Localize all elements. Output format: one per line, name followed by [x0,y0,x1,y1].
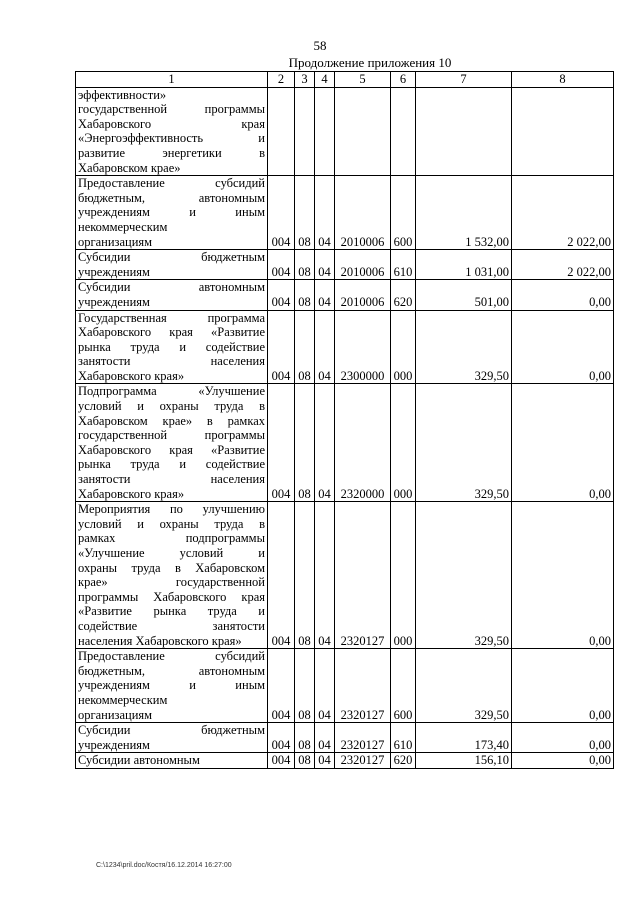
expense-type-cell: 610 [391,250,416,280]
row-name-line: Субсидии автономным [78,280,265,295]
row-name-line: Подпрограмма «Улучшение [78,384,265,399]
section-code-cell: 08 [295,280,315,310]
row-name-cell [76,280,268,310]
table-body [76,87,614,768]
amount-col7-cell: 173,40 [416,723,512,753]
row-name-cell [76,310,268,384]
row-name-line: «Энергоэффективность и [78,131,265,146]
subsection-code-cell: 04 [315,310,335,384]
row-name-line: занятости населения [78,472,265,487]
amount-col7-cell: 156,10 [416,753,512,769]
ministry-code-cell [268,87,295,176]
row-name-line: Хабаровском крае» [78,160,181,175]
amount-col8-cell: 2 022,00 [512,176,614,250]
header-col-6: 6 [391,72,416,88]
subsection-code-cell [315,87,335,176]
row-name-line: организациям [78,707,153,722]
table-row [76,310,614,384]
row-name-line: крае» государственной [78,575,265,590]
amount-col8-cell: 0,00 [512,384,614,502]
expense-type-cell: 000 [391,310,416,384]
row-name-cell [76,384,268,502]
row-name-line: рамках подпрограммы [78,531,265,546]
subsection-code-cell: 04 [315,753,335,769]
row-name-line: Мероприятия по улучшению [78,502,265,517]
page-number: 58 [313,38,327,53]
row-name-cell [76,649,268,723]
target-article-cell: 2010006 [335,280,391,310]
subsection-code-cell: 04 [315,723,335,753]
amount-col7-cell: 501,00 [416,280,512,310]
amount-col7-cell: 329,50 [416,649,512,723]
header-col-2: 2 [268,72,295,88]
row-name-line: учреждениям и иным [78,678,265,693]
expense-type-cell: 600 [391,176,416,250]
table-row [76,250,614,280]
row-name-line: государственной программы [78,428,265,443]
expense-type-cell: 000 [391,384,416,502]
expense-type-cell: 000 [391,502,416,649]
row-name-line: Хабаровского края «Развитие [78,442,265,457]
row-name-line: рынка труда и содействие [78,457,265,472]
table-row [76,280,614,310]
expense-type-cell [391,87,416,176]
section-code-cell: 08 [295,384,315,502]
row-name-line: содействие занятости [78,618,265,633]
target-article-cell: 2300000 [335,310,391,384]
row-name-line: Хабаровского края» [78,368,185,383]
row-name-line: Субсидии бюджетным [78,723,265,738]
amount-col7-cell: 1 532,00 [416,176,512,250]
amount-col7-cell: 329,50 [416,310,512,384]
ministry-code-cell: 004 [268,176,295,250]
table-row [76,753,614,769]
header-col-5: 5 [335,72,391,88]
ministry-code-cell: 004 [268,649,295,723]
table-row [76,502,614,649]
row-name-line: Предоставление субсидий [78,649,265,664]
row-name-line: Хабаровском крае» в рамках [78,413,265,428]
subsection-code-cell: 04 [315,280,335,310]
row-name-line: учреждениям [78,737,150,752]
row-name-cell [76,176,268,250]
row-name-line: охраны труда в Хабаровском [78,560,265,575]
file-path-footer: C:\1234\pril.doc/Костя/16.12.2014 16:27:00 [96,862,232,869]
ministry-code-cell: 004 [268,753,295,769]
header-col-8: 8 [512,72,614,88]
expense-type-cell: 610 [391,723,416,753]
amount-col8-cell: 0,00 [512,723,614,753]
target-article-cell: 2320127 [335,723,391,753]
row-name-cell [76,723,268,753]
row-name-line: «Развитие рынка труда и [78,604,265,619]
amount-col7-cell: 329,50 [416,384,512,502]
row-name-line: государственной программы [78,102,265,117]
row-name-line: населения Хабаровского края» [78,633,242,648]
section-code-cell: 08 [295,250,315,280]
expense-type-cell: 620 [391,753,416,769]
subsection-code-cell: 04 [315,649,335,723]
row-name-line: Предоставление субсидий [78,176,265,191]
row-name-line: организациям [78,234,153,249]
subsection-code-cell: 04 [315,176,335,250]
section-code-cell: 08 [295,310,315,384]
amount-col8-cell: 0,00 [512,753,614,769]
target-article-cell: 2320127 [335,753,391,769]
row-name-line: условий и охраны труда в [78,516,265,531]
appendix-subtitle: Продолжение приложения 10 [288,55,452,70]
table-row [76,176,614,250]
row-name-line: некоммерческим [78,219,168,234]
amount-col8-cell: 0,00 [512,649,614,723]
ministry-code-cell: 004 [268,250,295,280]
row-name-line: некоммерческим [78,692,168,707]
target-article-cell: 2320127 [335,502,391,649]
row-name-line: программы Хабаровского края [78,589,265,604]
table-row [76,649,614,723]
target-article-cell: 2010006 [335,250,391,280]
header-col-7: 7 [416,72,512,88]
section-code-cell: 08 [295,649,315,723]
ministry-code-cell: 004 [268,384,295,502]
amount-col7-cell: 329,50 [416,502,512,649]
subsection-code-cell: 04 [315,502,335,649]
amount-col7-cell [416,87,512,176]
row-name-cell [76,753,268,769]
row-name-line: занятости населения [78,354,265,369]
row-name-cell [76,87,268,176]
row-name-line: «Улучшение условий и [78,546,265,560]
row-name-line: Хабаровского края «Развитие [78,325,265,340]
target-article-cell: 2010006 [335,176,391,250]
ministry-code-cell: 004 [268,280,295,310]
table-row [76,87,614,176]
row-name-line: учреждениям [78,294,150,309]
row-name-line: учреждениям [78,264,150,279]
amount-col8-cell [512,87,614,176]
row-name-line: условий и охраны труда в [78,399,265,414]
target-article-cell [335,87,391,176]
amount-col7-cell: 1 031,00 [416,250,512,280]
row-name-line: бюджетным, автономным [78,663,265,678]
row-name-line: рынка труда и содействие [78,339,265,354]
row-name-line: учреждениям и иным [78,205,265,220]
expense-type-cell: 620 [391,280,416,310]
header-row [76,72,614,88]
section-code-cell: 08 [295,502,315,649]
row-name-line: эффективности» [78,87,167,102]
amount-col8-cell: 2 022,00 [512,250,614,280]
target-article-cell: 2320000 [335,384,391,502]
budget-table [75,71,614,769]
row-name-line: бюджетным, автономным [78,190,265,205]
header-col-4: 4 [315,72,335,88]
target-article-cell: 2320127 [335,649,391,723]
ministry-code-cell: 004 [268,310,295,384]
section-code-cell: 08 [295,723,315,753]
amount-col8-cell: 0,00 [512,280,614,310]
amount-col8-cell: 0,00 [512,502,614,649]
ministry-code-cell: 004 [268,502,295,649]
row-name-line: развитие энергетики в [78,145,265,160]
section-code-cell: 08 [295,753,315,769]
row-name-line: Хабаровского края» [78,486,185,501]
header-col-1: 1 [76,72,268,88]
section-code-cell [295,87,315,176]
subsection-code-cell: 04 [315,250,335,280]
row-name-line: Субсидии автономным [78,753,200,768]
table-row [76,723,614,753]
row-name-cell [76,502,268,649]
table-row [76,384,614,502]
header-col-3: 3 [295,72,315,88]
expense-type-cell: 600 [391,649,416,723]
amount-col8-cell: 0,00 [512,310,614,384]
row-name-line: Субсидии бюджетным [78,250,265,265]
ministry-code-cell: 004 [268,723,295,753]
subsection-code-cell: 04 [315,384,335,502]
section-code-cell: 08 [295,176,315,250]
row-name-cell [76,250,268,280]
row-name-line: Государственная программа [78,310,265,325]
row-name-line: Хабаровского края [78,116,265,131]
